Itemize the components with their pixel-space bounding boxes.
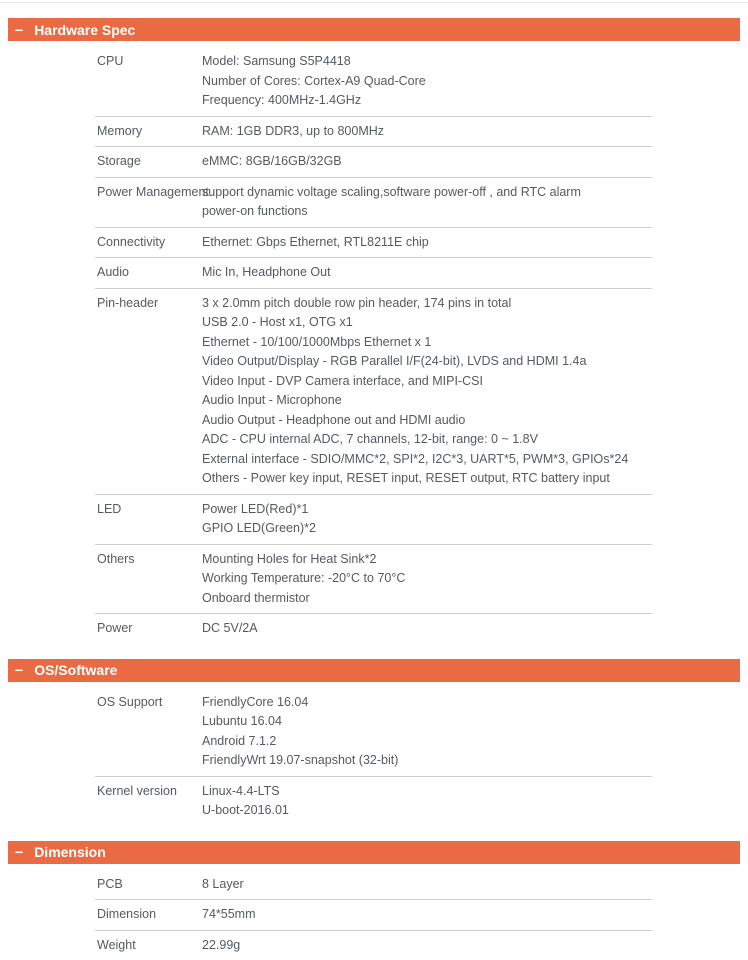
spec-row-label: Weight (95, 936, 202, 956)
spec-row (95, 614, 652, 644)
spec-row-label: Memory (95, 122, 202, 142)
spec-row-value (202, 500, 652, 539)
spec-row-value (202, 550, 652, 609)
spec-value-line: Ethernet - 10/100/1000Mbps Ethernet x 1 (202, 333, 652, 353)
spec-value-line: ADC - CPU internal ADC, 7 channels, 12-bit, range: 0 ~ 1.8V (202, 430, 652, 450)
spec-value-line: support dynamic voltage scaling,software power-off , and RTC alarm (202, 183, 652, 203)
spec-value-line: eMMC: 8GB/16GB/32GB (202, 152, 652, 172)
spec-row-label: Audio (95, 263, 202, 283)
spec-row-value (202, 263, 652, 283)
section-os-software (0, 659, 748, 826)
spec-value-line: 8 Layer (202, 875, 652, 895)
spec-row (95, 688, 652, 777)
spec-row-value (202, 905, 652, 925)
spec-value-line: U-boot-2016.01 (202, 801, 652, 821)
spec-row-value (202, 693, 652, 771)
spec-row-label: Dimension (95, 905, 202, 925)
spec-value-line: Mounting Holes for Heat Sink*2 (202, 550, 652, 570)
top-divider (0, 2, 748, 3)
spec-row (95, 258, 652, 289)
collapse-toggle-icon[interactable]: − (15, 22, 23, 38)
spec-row-label: Power (95, 619, 202, 639)
spec-row (95, 289, 652, 495)
spec-row (95, 47, 652, 117)
spec-value-line: Power LED(Red)*1 (202, 500, 652, 520)
spec-row-label: OS Support (95, 693, 202, 771)
spec-row-value (202, 152, 652, 172)
spec-value-line: Lubuntu 16.04 (202, 712, 652, 732)
spec-row-label: CPU (95, 52, 202, 111)
spec-value-line: GPIO LED(Green)*2 (202, 519, 652, 539)
spec-value-line: Frequency: 400MHz-1.4GHz (202, 91, 652, 111)
spec-value-line: Video Output/Display - RGB Parallel I/F(24-bit), LVDS and HDMI 1.4a (202, 352, 652, 372)
spec-value-line: Onboard thermistor (202, 589, 652, 609)
section-hardware-spec (0, 18, 748, 644)
spec-value-line: FriendlyCore 16.04 (202, 693, 652, 713)
spec-row (95, 495, 652, 545)
spec-value-line: 3 x 2.0mm pitch double row pin header, 174 pins in total (202, 294, 652, 314)
spec-row (95, 147, 652, 178)
spec-row-label: Power Management (95, 183, 202, 222)
spec-value-line: Audio Input - Microphone (202, 391, 652, 411)
spec-row (95, 117, 652, 148)
spec-row (95, 178, 652, 228)
spec-value-line: Android 7.1.2 (202, 732, 652, 752)
spec-row-label: Kernel version (95, 782, 202, 821)
spec-row-value (202, 619, 652, 639)
section-title: Dimension (34, 844, 106, 860)
section-title: OS/Software (34, 662, 117, 678)
spec-value-line: 74*55mm (202, 905, 652, 925)
section-header-dimension[interactable] (8, 841, 740, 864)
spec-row-label: Pin-header (95, 294, 202, 489)
spec-value-line: Audio Output - Headphone out and HDMI audio (202, 411, 652, 431)
spec-value-line: Ethernet: Gbps Ethernet, RTL8211E chip (202, 233, 652, 253)
spec-row-value (202, 52, 652, 111)
spec-row-value (202, 936, 652, 956)
spec-value-line: DC 5V/2A (202, 619, 652, 639)
spec-row (95, 228, 652, 259)
spec-value-line: Video Input - DVP Camera interface, and MIPI-CSI (202, 372, 652, 392)
section-header-os-software[interactable] (8, 659, 740, 682)
spec-table-os-software (95, 688, 652, 826)
collapse-toggle-icon[interactable]: − (15, 844, 23, 860)
spec-row-label: PCB (95, 875, 202, 895)
spec-value-line: USB 2.0 - Host x1, OTG x1 (202, 313, 652, 333)
spec-row (95, 870, 652, 901)
spec-row-label: Others (95, 550, 202, 609)
spec-value-line: FriendlyWrt 19.07-snapshot (32-bit) (202, 751, 652, 771)
collapse-toggle-icon[interactable]: − (15, 662, 23, 678)
spec-row-label: Storage (95, 152, 202, 172)
spec-row-label: LED (95, 500, 202, 539)
spec-row-value (202, 875, 652, 895)
spec-row-label: Connectivity (95, 233, 202, 253)
spec-value-line: 22.99g (202, 936, 652, 956)
spec-table-hardware (95, 47, 652, 644)
spec-value-line: Number of Cores: Cortex-A9 Quad-Core (202, 72, 652, 92)
spec-value-line: RAM: 1GB DDR3, up to 800MHz (202, 122, 652, 142)
spec-row-value (202, 233, 652, 253)
spec-row-value (202, 122, 652, 142)
spec-value-line: Mic In, Headphone Out (202, 263, 652, 283)
spec-value-line: Linux-4.4-LTS (202, 782, 652, 802)
spec-value-line: power-on functions (202, 202, 652, 222)
spec-value-line: Model: Samsung S5P4418 (202, 52, 652, 72)
spec-row (95, 900, 652, 931)
spec-row-value (202, 183, 652, 222)
spec-row-value (202, 782, 652, 821)
spec-row-value (202, 294, 652, 489)
spec-row (95, 777, 652, 826)
spec-value-line: Others - Power key input, RESET input, RESET output, RTC battery input (202, 469, 652, 489)
section-header-hardware-spec[interactable] (8, 18, 740, 41)
section-title: Hardware Spec (34, 22, 135, 38)
spec-table-dimension (95, 870, 652, 960)
spec-value-line: Working Temperature: -20°C to 70°C (202, 569, 652, 589)
section-dimension (0, 841, 748, 960)
spec-row (95, 931, 652, 960)
spec-value-line: External interface - SDIO/MMC*2, SPI*2, I2C*3, UART*5, PWM*3, GPIOs*24 (202, 450, 652, 470)
spec-row (95, 545, 652, 615)
